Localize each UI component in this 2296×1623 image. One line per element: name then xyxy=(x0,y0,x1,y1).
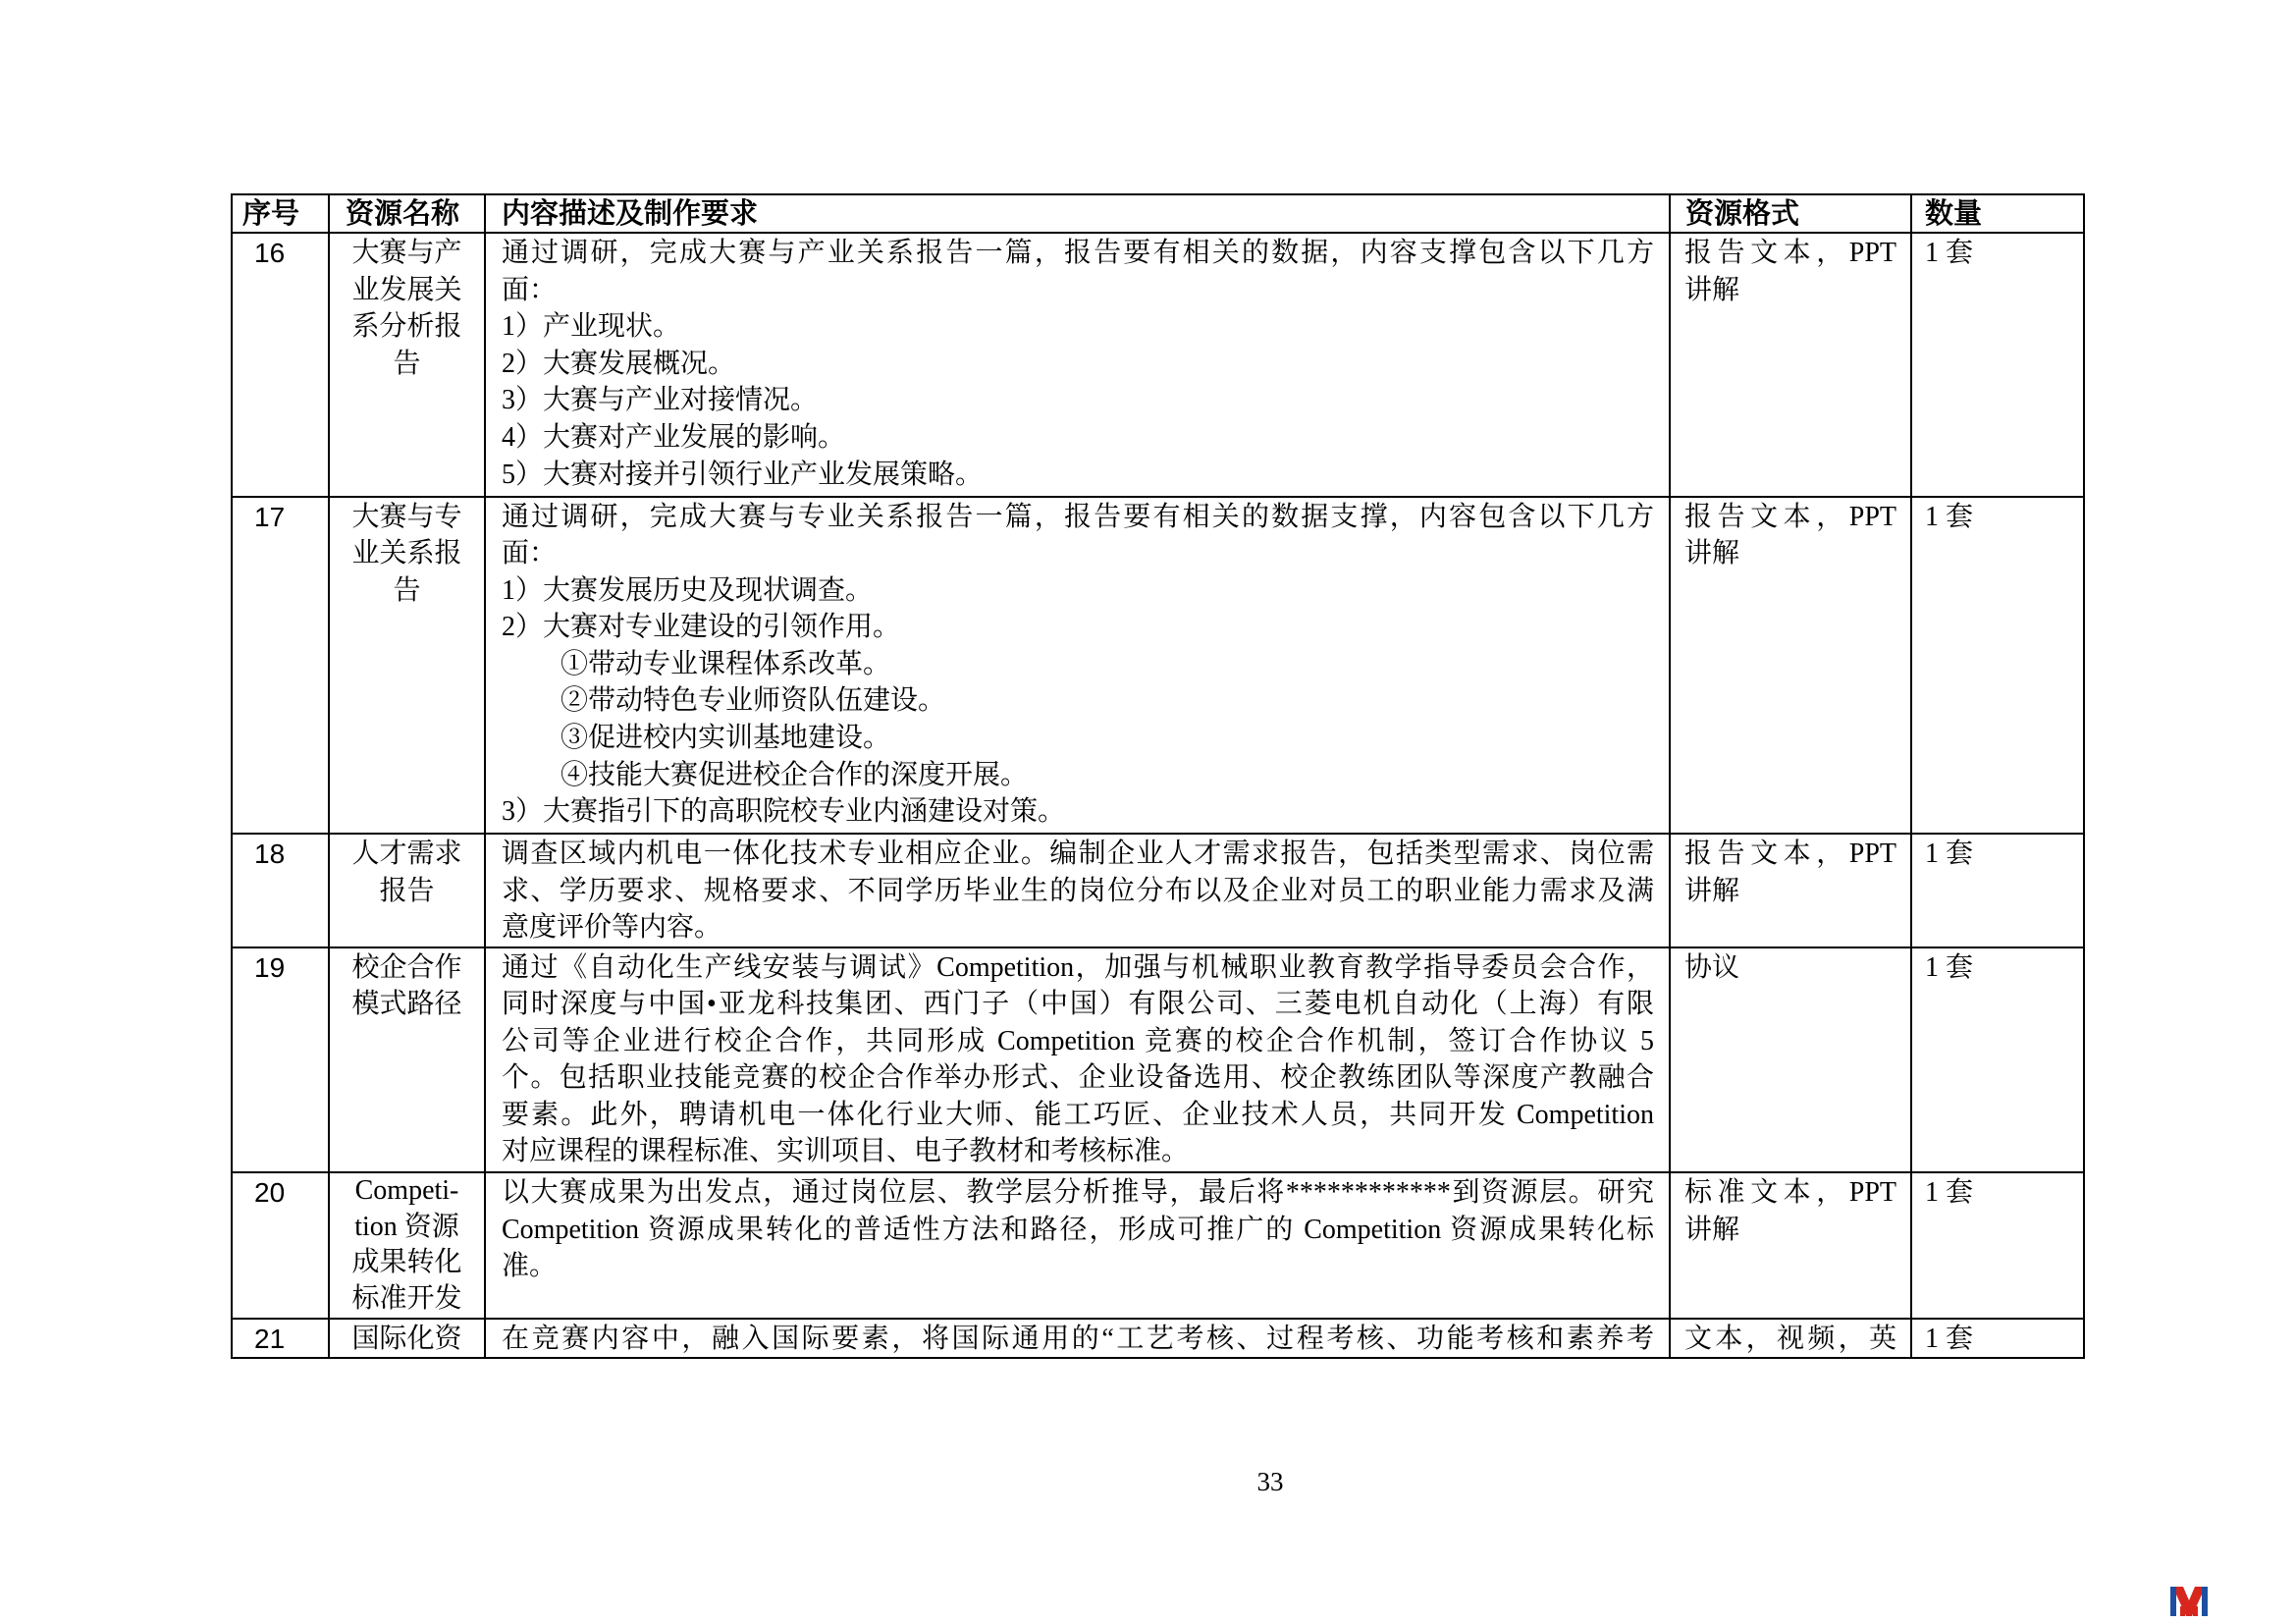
header-qty: 数量 xyxy=(1912,195,2085,234)
quantity: 1 套 xyxy=(1912,835,2085,948)
name-line: 大赛与专 xyxy=(351,501,462,532)
format-line: 讲解 xyxy=(1684,875,1740,906)
content-subitem: ④技能大赛促进校企合作的深度开展。 xyxy=(561,759,1029,790)
name-line: 业发展关 xyxy=(351,274,462,305)
resource-format xyxy=(1671,498,1912,836)
content-line: 准。 xyxy=(502,1251,558,1282)
resource-format xyxy=(1671,1320,1912,1360)
content-line: 以大赛成果为出发点，通过岗位层、教学层分析推导，最后将************到资源层。研究 xyxy=(502,1177,1654,1208)
row-number: 16 xyxy=(233,234,330,498)
content-subitem: ②带动特色专业师资队伍建设。 xyxy=(561,685,946,717)
content-line: 4）大赛对产业发展的影响。 xyxy=(502,421,846,453)
quantity: 1 套 xyxy=(1912,234,2085,498)
resource-name xyxy=(330,498,486,836)
resource-format xyxy=(1671,835,1912,948)
resource-name xyxy=(330,948,486,1174)
row-number: 20 xyxy=(233,1173,330,1320)
header-no: 序号 xyxy=(233,195,330,234)
content-line: 5）大赛对接并引领行业产业发展策略。 xyxy=(502,459,984,490)
content-line: 公司等企业进行校企合作，共同形成 Competition 竞赛的校企合作机制，签订合作协议 5 xyxy=(502,1025,1654,1056)
content-description xyxy=(486,835,1671,948)
format-line: 讲解 xyxy=(1684,274,1740,305)
name-line: 标准开发 xyxy=(351,1282,462,1314)
header-name: 资源名称 xyxy=(330,195,486,234)
quantity: 1 套 xyxy=(1912,948,2085,1174)
content-line: 1）大赛发展历史及现状调查。 xyxy=(502,574,874,606)
resource-name xyxy=(330,1173,486,1320)
content-line: 通过《自动化生产线安装与调试》Competition，加强与机械职业教育教学指导委员会合作， xyxy=(502,951,1654,983)
format-line: 讲解 xyxy=(1684,538,1740,569)
content-line: 通过调研，完成大赛与专业关系报告一篇，报告要有相关的数据支撑，内容包含以下几方 xyxy=(502,501,1654,532)
content-description xyxy=(486,234,1671,498)
resource-name xyxy=(330,835,486,948)
content-description xyxy=(486,498,1671,836)
row-number: 17 xyxy=(233,498,330,836)
publisher-logo-icon xyxy=(2167,1583,2211,1620)
content-line: 对应课程的课程标准、实训项目、电子教材和考核标准。 xyxy=(502,1136,1190,1167)
content-line: 通过调研，完成大赛与产业关系报告一篇，报告要有相关的数据，内容支撑包含以下几方 xyxy=(502,238,1654,268)
name-line: 告 xyxy=(393,574,421,606)
quantity: 1 套 xyxy=(1912,498,2085,836)
content-subitem: ①带动专业课程体系改革。 xyxy=(561,648,891,679)
content-description xyxy=(486,948,1671,1174)
content-line: 求、学历要求、规格要求、不同学历毕业生的岗位分布以及企业对员工的职业能力需求及满 xyxy=(502,875,1654,906)
name-line: tion 资源 xyxy=(354,1211,459,1242)
header-content: 内容描述及制作要求 xyxy=(486,195,1671,234)
format-line: 文本，视频，英 xyxy=(1684,1323,1896,1354)
content-line: 要素。此外，聘请机电一体化行业大师、能工巧匠、企业技术人员，共同开发 Competition xyxy=(502,1099,1654,1130)
format-line: 报告文本，PPT xyxy=(1684,238,1896,268)
name-line: 成果转化 xyxy=(351,1247,462,1277)
name-line: 模式路径 xyxy=(351,989,462,1020)
name-line: 人才需求 xyxy=(351,839,462,869)
row-number: 19 xyxy=(233,948,330,1174)
page-number: 33 xyxy=(1256,1467,1284,1496)
content-line: 2）大赛对专业建设的引领作用。 xyxy=(502,612,901,643)
name-line: 业关系报 xyxy=(351,538,462,569)
format-line: 标准文本，PPT xyxy=(1684,1177,1896,1208)
name-line: 系分析报 xyxy=(351,311,462,343)
name-line: 大赛与产 xyxy=(351,238,462,268)
resource-table xyxy=(231,193,2085,1359)
quantity: 1 套 xyxy=(1912,1320,2085,1360)
format-line: 讲解 xyxy=(1684,1214,1740,1245)
name-line: 告 xyxy=(393,348,421,379)
content-description xyxy=(486,1320,1671,1360)
format-line: 报告文本，PPT xyxy=(1684,501,1896,532)
content-line: 1）产业现状。 xyxy=(502,311,681,343)
format-line: 报告文本，PPT xyxy=(1684,839,1896,869)
name-line: Competi- xyxy=(354,1175,459,1206)
resource-format xyxy=(1671,234,1912,498)
resource-name xyxy=(330,234,486,498)
row-number: 18 xyxy=(233,835,330,948)
content-line: 面： xyxy=(502,538,558,569)
resource-format xyxy=(1671,1173,1912,1320)
content-line: 3）大赛指引下的高职院校专业内涵建设对策。 xyxy=(502,796,1066,828)
header-format: 资源格式 xyxy=(1671,195,1912,234)
content-line: 意度评价等内容。 xyxy=(502,912,722,944)
format-line: 协议 xyxy=(1684,951,1740,983)
content-subitem: ③促进校内实训基地建设。 xyxy=(561,723,891,754)
quantity: 1 套 xyxy=(1912,1173,2085,1320)
content-line: 同时深度与中国•亚龙科技集团、西门子（中国）有限公司、三菱电机自动化（上海）有限 xyxy=(502,989,1654,1020)
name-line: 报告 xyxy=(379,875,435,906)
name-line: 国际化资 xyxy=(351,1323,462,1354)
row-number: 21 xyxy=(233,1320,330,1360)
content-line: 调查区域内机电一体化技术专业相应企业。编制企业人才需求报告，包括类型需求、岗位需 xyxy=(502,839,1654,869)
content-line: 3）大赛与产业对接情况。 xyxy=(502,385,819,416)
content-line: Competition 资源成果转化的普适性方法和路径，形成可推广的 Competition 资源成果转化标 xyxy=(502,1214,1654,1245)
content-line: 在竞赛内容中，融入国际要素，将国际通用的“工艺考核、过程考核、功能考核和素养考 xyxy=(502,1323,1654,1354)
resource-name xyxy=(330,1320,486,1360)
name-line: 校企合作 xyxy=(351,951,462,983)
content-line: 个。包括职业技能竞赛的校企合作举办形式、企业设备选用、校企教练团队等深度产教融合 xyxy=(502,1062,1654,1094)
resource-format xyxy=(1671,948,1912,1174)
content-line: 面： xyxy=(502,274,558,305)
content-description xyxy=(486,1173,1671,1320)
content-line: 2）大赛发展概况。 xyxy=(502,348,736,379)
